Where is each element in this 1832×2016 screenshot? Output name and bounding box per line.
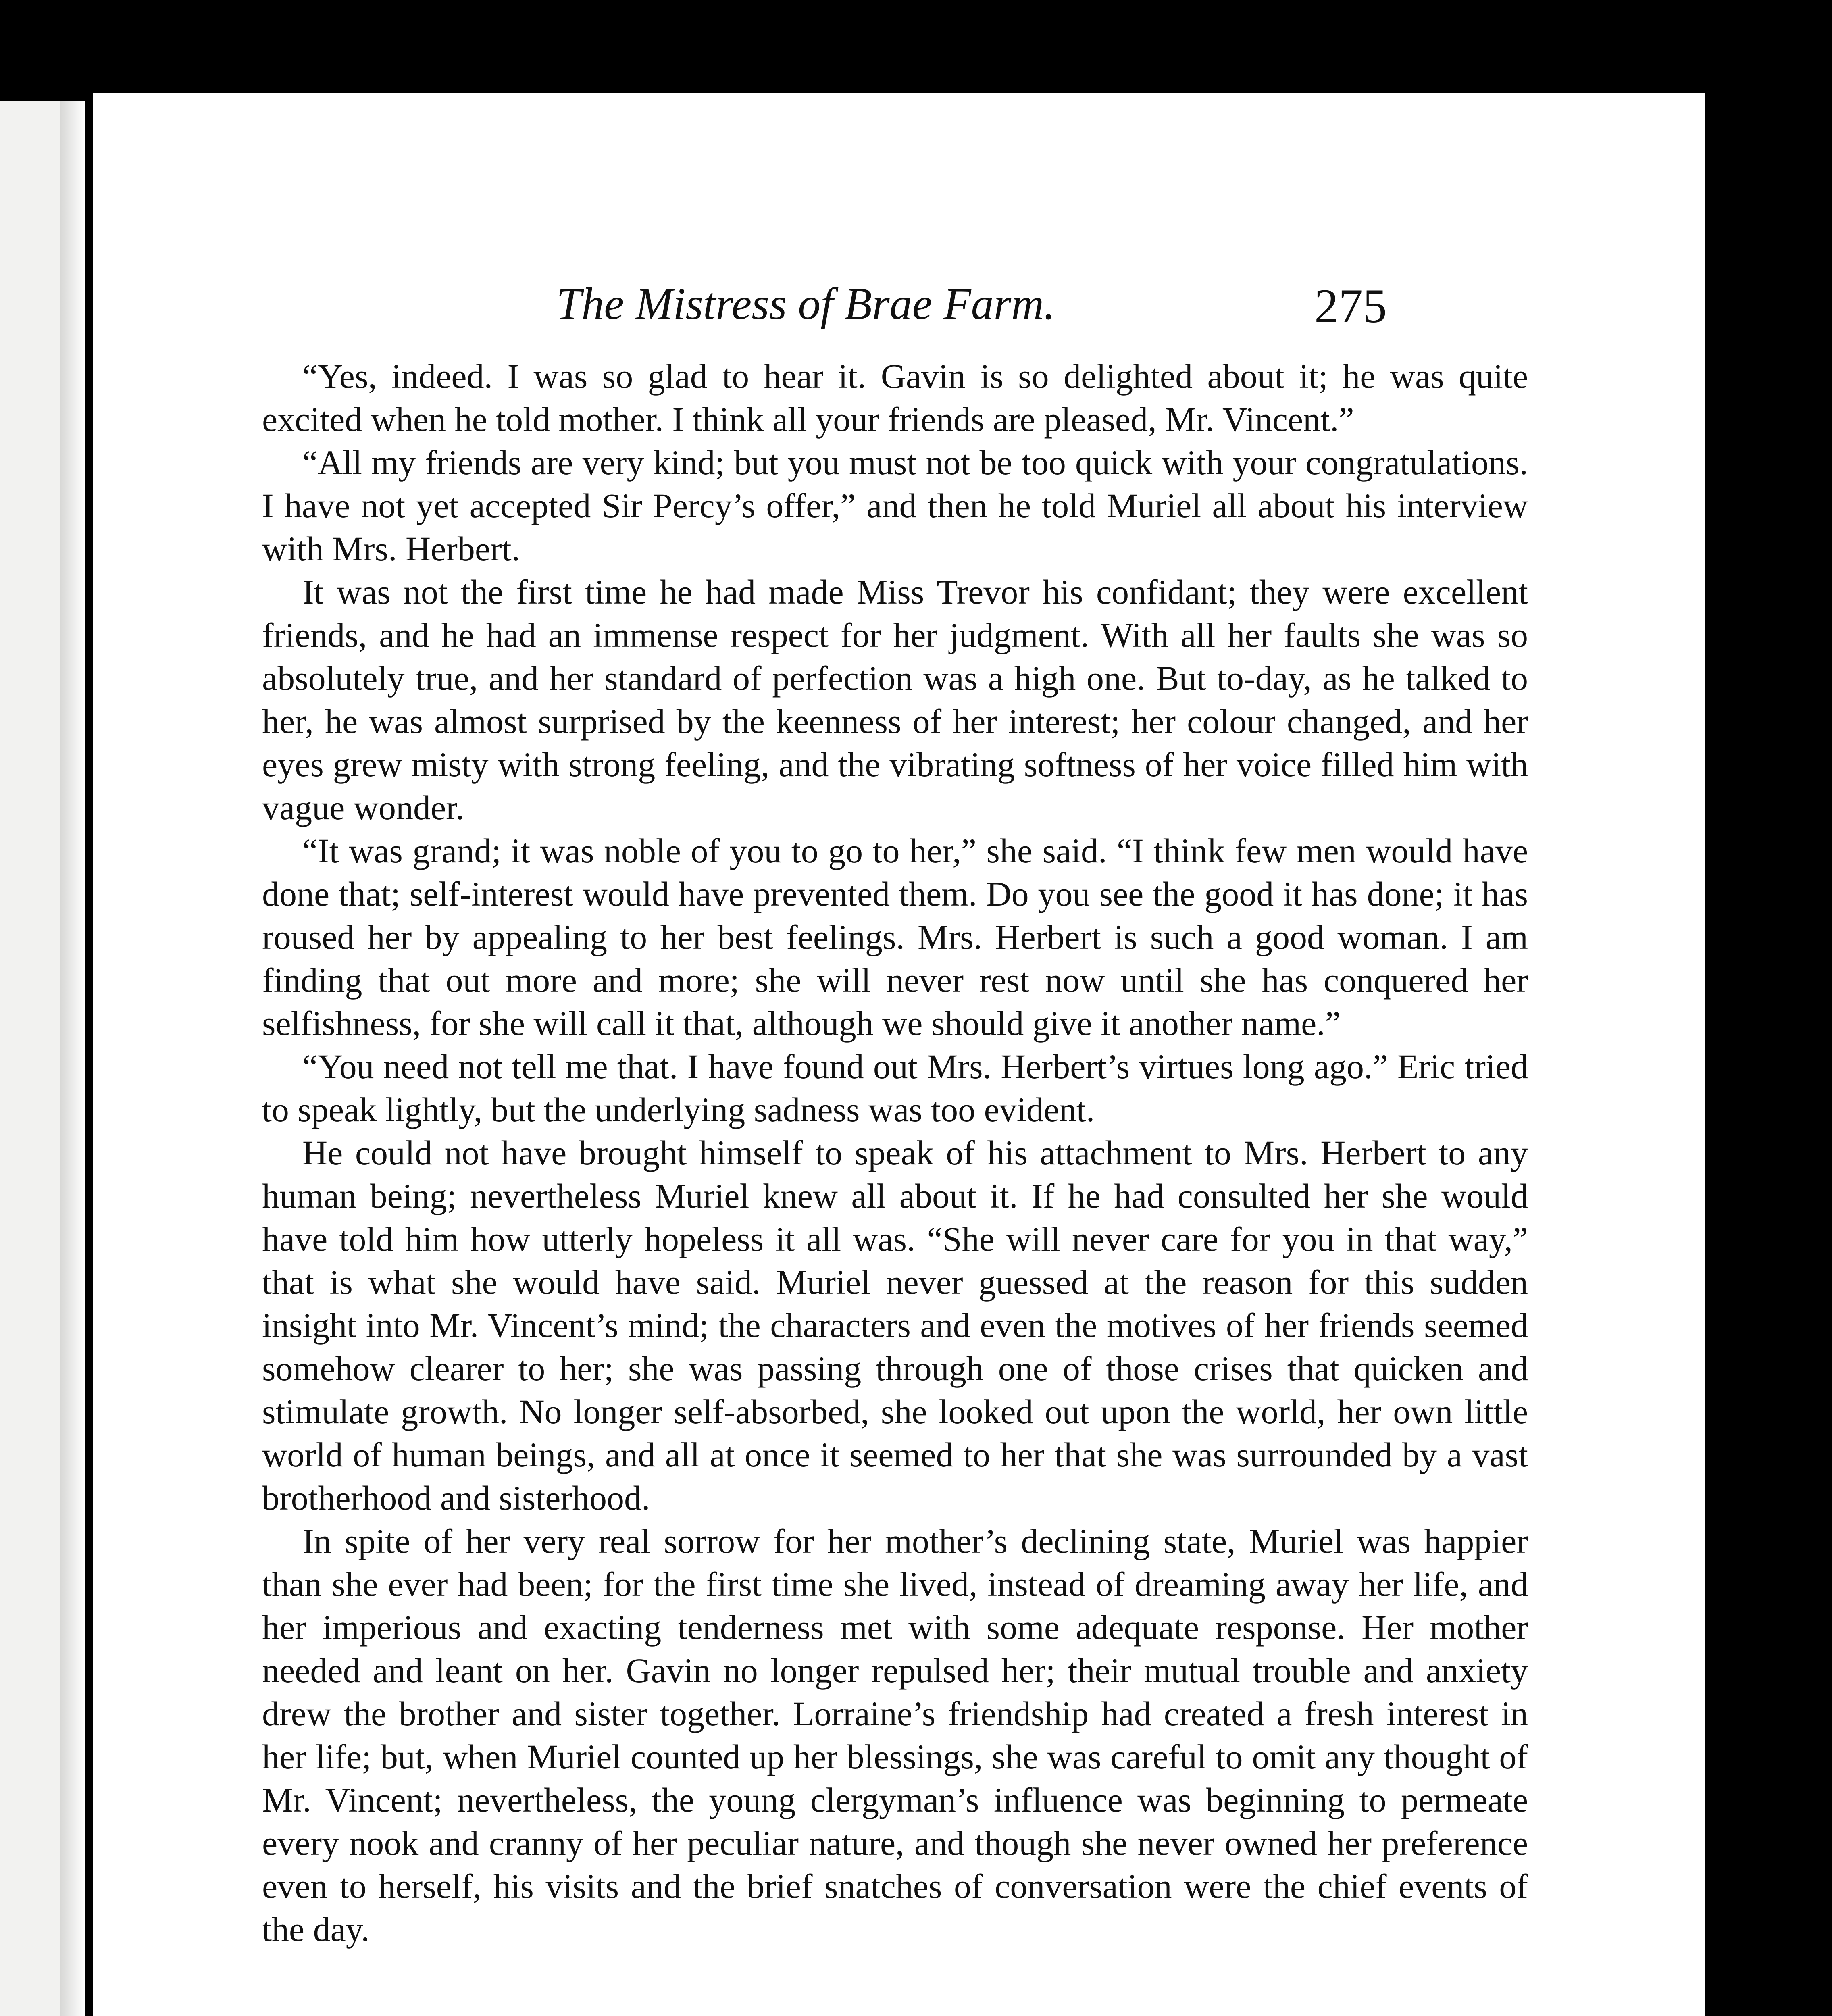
paragraph: “All my friends are very kind; but you must not be too quick with your congratulations. I have not yet accepted Sir Percy’s offer,” and then he told Muriel all about his interview with Mrs. Herbert. <box>262 443 1528 568</box>
paragraph: He could not have brought himself to speak of his attachment to Mrs. Herbert to any human being; nevertheless Muriel knew all about it. If he had consulted her she would have told him how utterly hopeless it all was. “She will never care for you in that way,” that is what she would have said. Muriel never guessed at the reason for this sudden insight into Mr. Vincent’s mind; the characters and even the motives of her friends seemed somehow clearer to her; she was passing through one of those crises that quicken and stimulate growth. No longer self-absorbed, she looked out upon the world, her own little world of human beings, and all at once it seemed to her that she was surrounded by a vast brotherhood and sisterhood. <box>262 1133 1528 1517</box>
paragraph: In spite of her very real sorrow for her mother’s declining state, Muriel was happier than she ever had been; for the first time she lived, instead of dreaming away her life, and her imperious and exacting tenderness met with some adequate response. Her mother needed and leant on her. Gavin no longer repulsed her; their mutual trouble and anxiety drew the brother and sister together. Lorraine’s friendship had created a fresh interest in her life; but, when Muriel counted up her blessings, she was careful to omit any thought of Mr. Vincent; nevertheless, the young clergyman’s influence was beginning to permeate every nook and cranny of her peculiar nature, and though she never owned her preference even to herself, his visits and the brief snatches of conversation were the chief events of the day. <box>262 1522 1528 1949</box>
book-page <box>93 93 1705 2016</box>
running-head <box>93 278 1705 343</box>
page-gutter-shadow <box>60 101 85 2016</box>
running-head-title: The Mistress of Brae Farm. <box>556 279 1055 329</box>
paragraph: “It was grand; it was noble of you to go to her,” she said. “I think few men would have done that; self-interest would have prevented them. Do you see the good it has done; it has roused her by appealing to her best feelings. Mrs. Herbert is such a good woman. I am finding that out more and more; she will never rest now until she has conquered her selfishness, for she will call it that, although we should give it another name.” <box>262 831 1528 1043</box>
page-number: 275 <box>1314 279 1387 333</box>
paragraph: “Yes, indeed. I was so glad to hear it. Gavin is so delighted about it; he was quite excited when he told mother. I think all your friends are pleased, Mr. Vincent.” <box>262 357 1528 439</box>
paragraph: “You need not tell me that. I have found out Mrs. Herbert’s virtues long ago.” Eric tried to speak lightly, but the underlying sadness was too evident. <box>262 1047 1528 1129</box>
paragraph: It was not the first time he had made Miss Trevor his confidant; they were excellent friends, and he had an immense respect for her judgment. With all her faults she was so absolutely true, and her standard of perfection was a high one. But to-day, as he talked to her, he was almost surprised by the keenness of her interest; her colour changed, and her eyes grew misty with strong feeling, and the vibrating softness of her voice filled him with vague wonder. <box>262 573 1528 827</box>
body-text <box>262 355 1528 1951</box>
